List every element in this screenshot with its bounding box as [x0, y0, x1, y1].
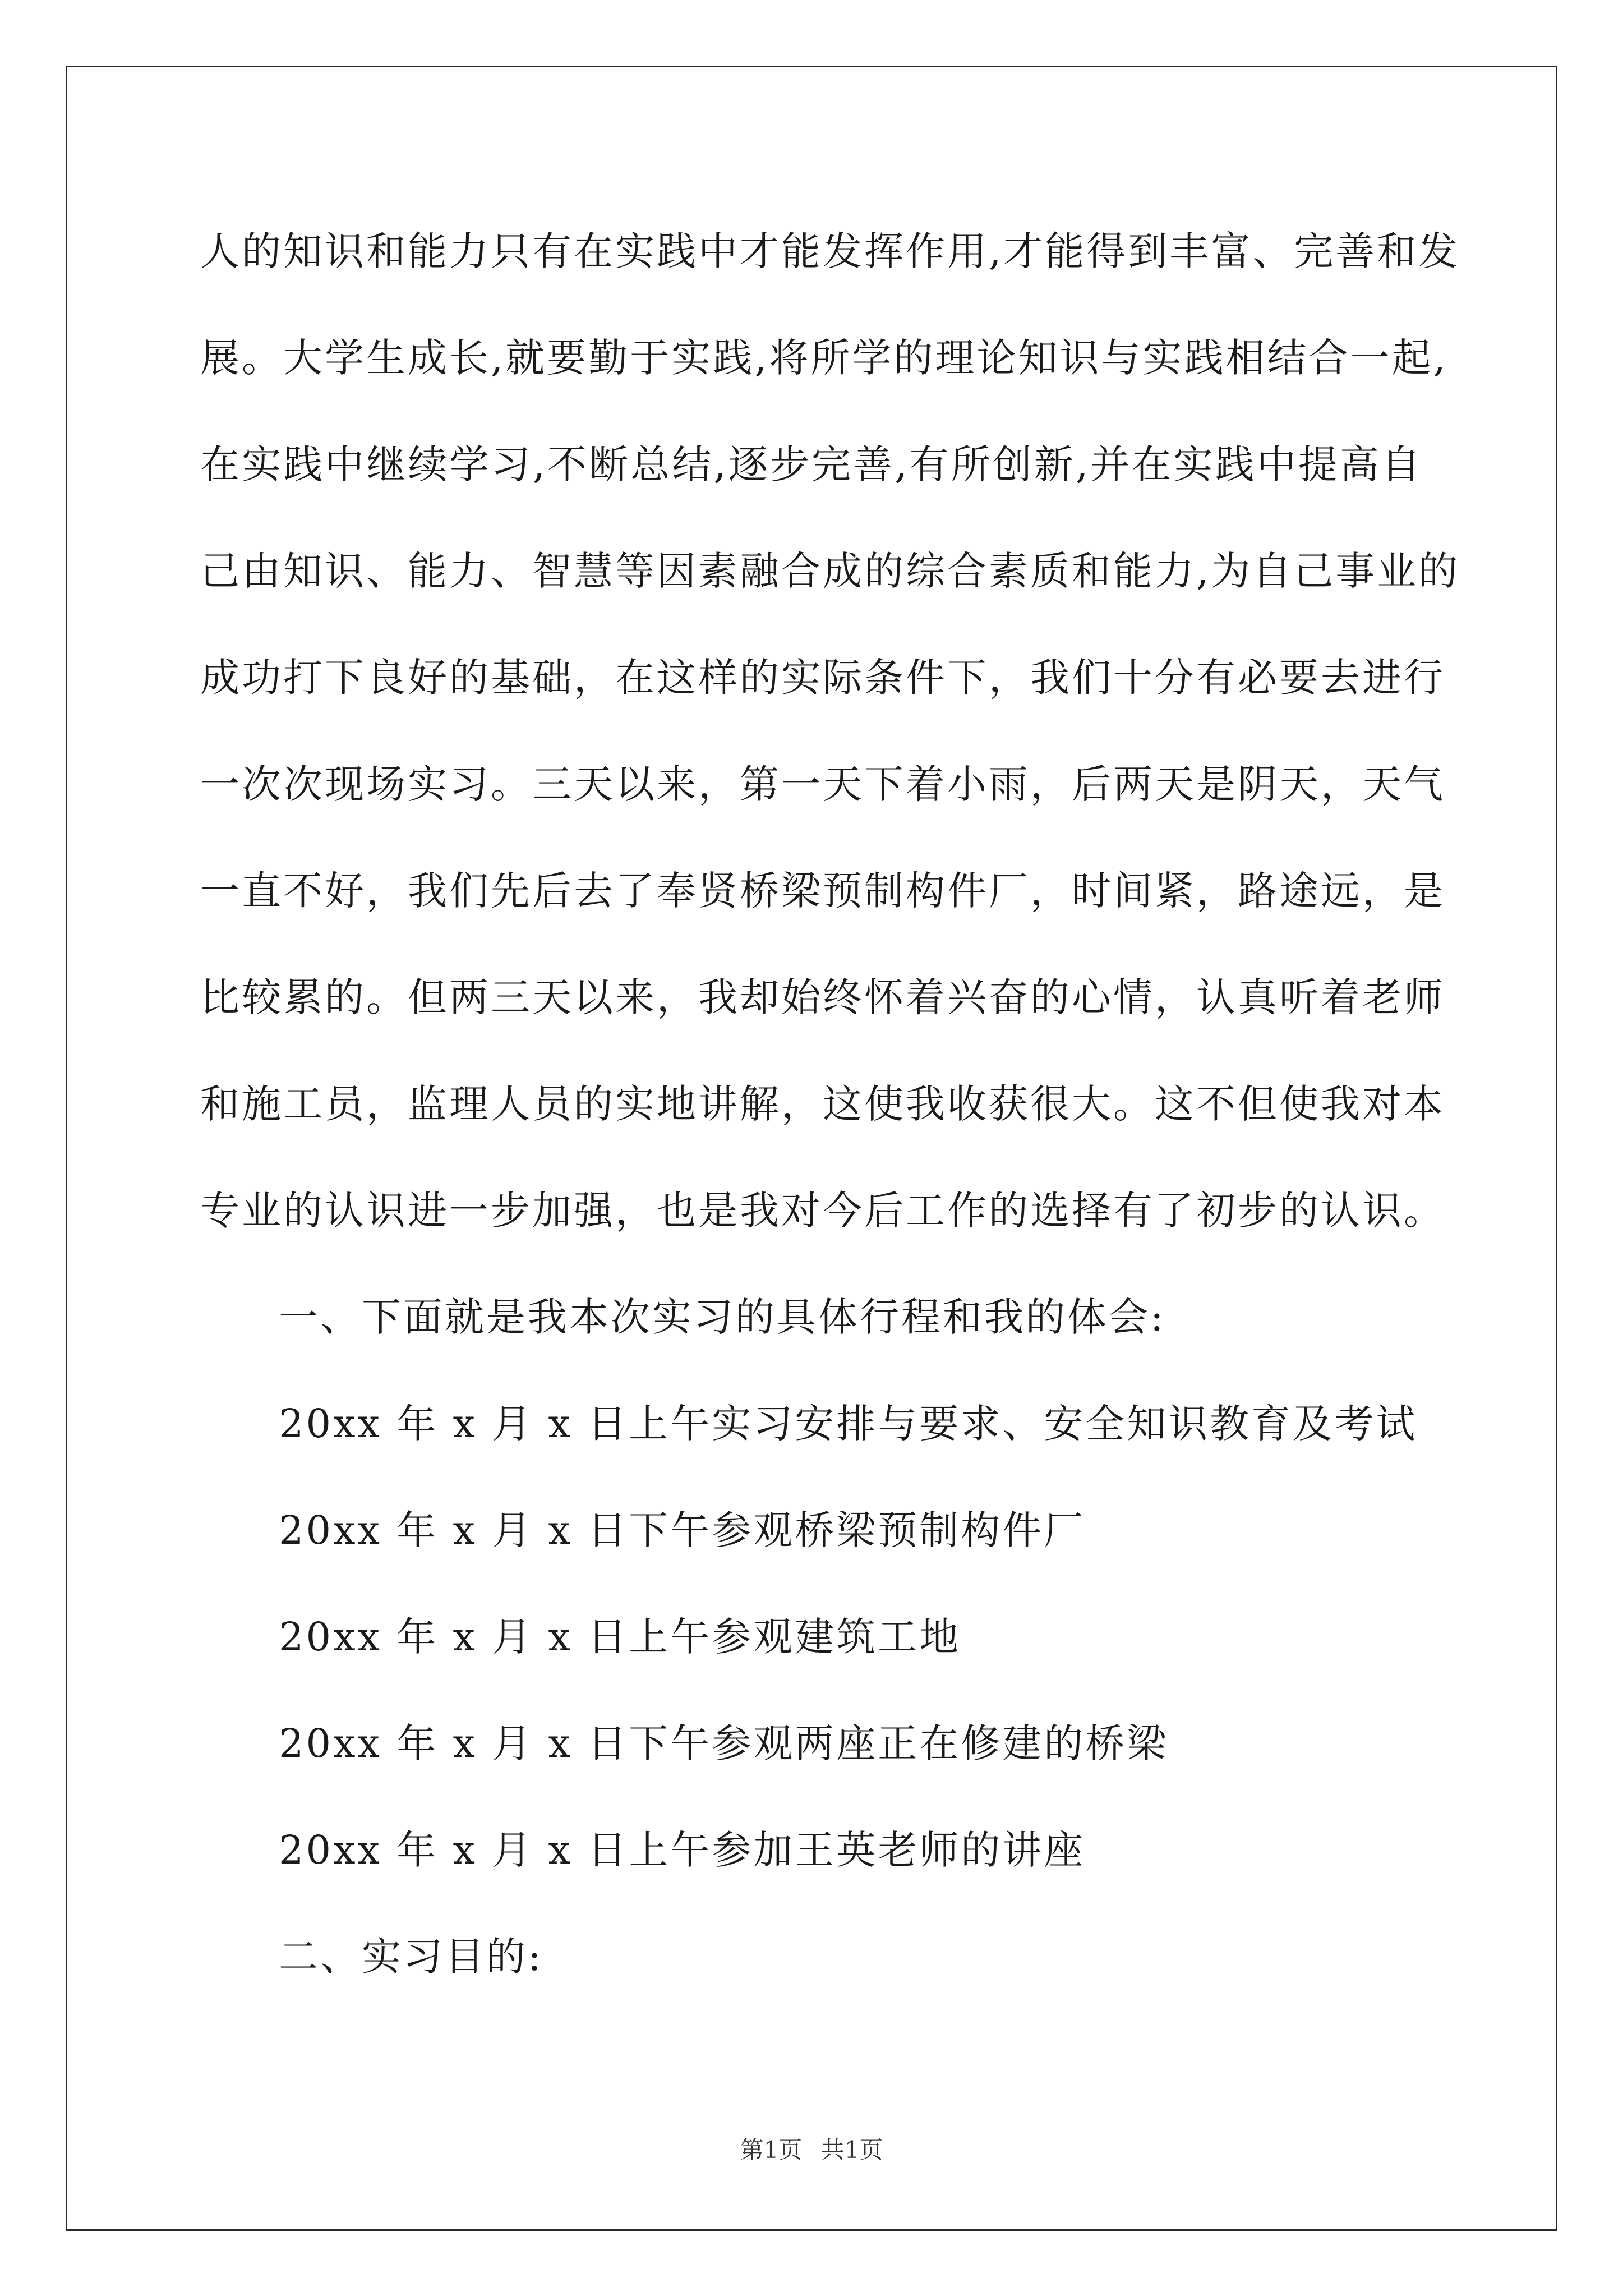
paragraph-line: 专业的认识进一步加强，也是我对今后工作的选择有了初步的认识。 [200, 1188, 1445, 1234]
paragraph-line: 己由知识、能力、智慧等因素融合成的综合素质和能力,为自己事业的 [200, 548, 1460, 594]
paragraph-line: 成功打下良好的基础，在这样的实际条件下，我们十分有必要去进行 [200, 655, 1445, 701]
schedule-item: 20xx 年 x 月 x 日下午参观桥梁预制构件厂 [279, 1507, 1086, 1553]
paragraph-line: 和施工员，监理人员的实地讲解，这使我收获很大。这不但使我对本 [200, 1081, 1445, 1127]
paragraph-line: 一直不好，我们先后去了奉贤桥梁预制构件厂，时间紧，路途远，是 [200, 868, 1445, 914]
section-heading-purpose: 二、实习目的: [279, 1934, 543, 1980]
section-heading-itinerary: 一、下面就是我本次实习的具体行程和我的体会: [279, 1294, 1166, 1340]
paragraph-line: 比较累的。但两三天以来，我却始终怀着兴奋的心情，认真听着老师 [200, 974, 1445, 1020]
paragraph-line: 展。大学生成长,就要勤于实践,将所学的理论知识与实践相结合一起, [200, 335, 1448, 381]
paragraph-line: 一次次现场实习。三天以来，第一天下着小雨，后两天是阴天，天气 [200, 761, 1445, 807]
page-footer [0, 2132, 1623, 2165]
schedule-item: 20xx 年 x 月 x 日上午参加王英老师的讲座 [279, 1827, 1086, 1873]
paragraph-line: 人的知识和能力只有在实践中才能发挥作用,才能得到丰富、完善和发 [200, 228, 1460, 274]
document-body [200, 208, 1460, 2019]
paragraph-line: 在实践中继续学习,不断总结,逐步完善,有所创新,并在实践中提高自 [200, 441, 1423, 487]
schedule-item: 20xx 年 x 月 x 日下午参观两座正在修建的桥梁 [279, 1720, 1169, 1766]
page-number-current: 第1页 [740, 2136, 803, 2164]
schedule-item: 20xx 年 x 月 x 日上午实习安排与要求、安全知识教育及考试 [279, 1401, 1418, 1447]
schedule-item: 20xx 年 x 月 x 日上午参观建筑工地 [279, 1614, 961, 1660]
page-number-total: 共1页 [820, 2136, 883, 2164]
